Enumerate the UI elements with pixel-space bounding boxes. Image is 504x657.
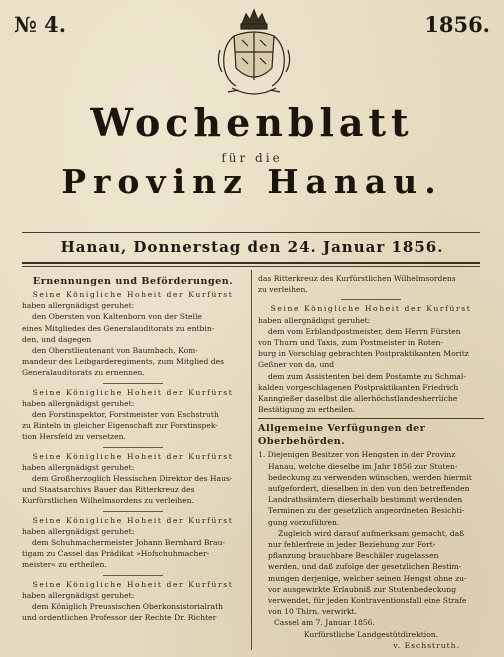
notice-line: meister« zu ertheilen.: [22, 560, 107, 570]
notice-line: den Forstinspektor, Forstmeister von Eschstruth: [32, 410, 219, 420]
notice-line: von Thurn und Taxis, zum Postmeister in Roten-: [258, 338, 443, 348]
section-heading-appointments: Ernennungen und Beförderungen.: [32, 276, 234, 287]
separator: [103, 447, 163, 448]
signoff-name: v. Eschstruth.: [393, 640, 460, 650]
ordinance-line: verwendet, für jeden Kontraventionsfall eine Strafe: [268, 596, 467, 606]
notice-line: dem Schuhmachermeister Johann Bernhard Brau-: [32, 538, 226, 548]
notice-block: [22, 387, 244, 443]
notice-line: mandeur des Leibgarderegiments, zum Mitglied des: [22, 357, 225, 367]
notice-line: haben allergnädigst geruhet:: [22, 590, 135, 600]
notice-line: Kanngießer daselbst die allerhöchstlandesherrliche: [258, 394, 458, 404]
ordinance-line: Hanau, welche dieselbe im Jahr 1856 zur Stuten-: [268, 461, 458, 471]
notice-line: tigam zu Cassel das Prädikat »Hofschuhmacher-: [22, 549, 210, 559]
notice-lead: Seine Königliche Hoheit der Kurfürst: [270, 304, 472, 314]
signoff-date: Cassel am 7. Januar 1856.: [274, 618, 375, 628]
notice-lead: Seine Königliche Hoheit der Kurfürst: [32, 579, 234, 589]
separator: [341, 299, 401, 300]
column-divider: [251, 270, 252, 650]
notice-line: Kurfürstlichen Wilhelmsordens zu verleihen.: [22, 496, 195, 506]
notice-block: [22, 289, 244, 379]
separator: [103, 575, 163, 576]
notice-line: tion Hersfeld zu versetzen.: [22, 432, 126, 442]
notice-block: [258, 303, 484, 415]
notice-block: [22, 579, 244, 624]
ordinance-line: aufgefordert, dieselben in den von den betreffenden: [268, 484, 470, 494]
notice-line: dem Königlich Preussischen Oberkonsistorialrath: [32, 602, 224, 612]
separator: [103, 511, 163, 512]
notice-lead: Seine Königliche Hoheit der Kurfürst: [32, 387, 234, 397]
notice-line: den Obersten von Kaltenborn von der Stelle: [32, 312, 202, 322]
ordinance-line: nur fehlerfreie in jeder Beziehung zur Fort-: [268, 540, 436, 550]
notice-lead: Seine Königliche Hoheit der Kurfürst: [32, 515, 234, 525]
issue-year: 1856.: [424, 12, 490, 37]
notice-line: burg in Vorschlag gebrachten Postpraktikanten Moritz: [258, 349, 469, 359]
notice-line: dem zum Assistenten bei dem Postamte zu Schmal-: [268, 371, 466, 381]
notice-line: eines Mitgliedes des Generalauditorats zu entbin-: [22, 323, 215, 333]
ordinance-line: Landrathsämtern dieserhalb bestimmt werdenden: [268, 495, 463, 505]
section-heading-ordinances: Allgemeine Verfügungen der Oberbehörden.: [258, 423, 426, 448]
divider-top: [22, 232, 480, 233]
newspaper-subtitle: Provinz Hanau.: [61, 162, 443, 201]
notice-line: und ordentlichen Professor der Rechte Dr. Richter: [22, 613, 217, 623]
coat-of-arms-icon: [212, 6, 296, 104]
ordinance-line: vor ausgewirkte Erlaubniß zur Stutenbedeckung: [268, 584, 457, 594]
notice-line: zu Rinteln in gleicher Eigenschaft zur Forstinspek-: [22, 421, 218, 431]
notice-block: [22, 451, 244, 507]
divider-bottom: [22, 262, 480, 264]
ordinance-line: von 10 Thlrn. verwirkt.: [268, 607, 358, 617]
notice-line: dem vom Erblandpostmeister, dem Herrn Fürsten: [268, 326, 461, 336]
ordinance-line: Zugleich wird darauf aufmerksam gemacht, daß: [278, 528, 465, 538]
notice-line: haben allergnädigst geruhet:: [22, 526, 135, 536]
right-column: [258, 273, 484, 651]
ordinance-line: pflanzung brauchbare Beschäler zugelassen: [268, 551, 439, 561]
separator: [103, 383, 163, 384]
notice-line: den Oberstlieutenant von Baumbach, Kom-: [32, 346, 198, 356]
ordinance-line: Terminen zu der gesetzlich angeordneten Besichti-: [268, 506, 465, 516]
title-connector: für die: [221, 151, 283, 165]
notice-line: zu verleihen.: [258, 285, 308, 295]
notice-line: Bestätigung zu ertheilen.: [258, 405, 356, 415]
ordinance-line: gung vorzuführen.: [268, 517, 340, 527]
notice-line: kalden vorgeschlagenen Postpraktikanten Friedrich: [258, 382, 459, 392]
ordinance-line: bedeckung zu verwenden wünschen, werden hiermit: [268, 472, 472, 482]
notice-line: Geßner von da, und: [258, 360, 335, 370]
notice-line: haben allergnädigst geruhet:: [258, 315, 371, 325]
ordinance-line: 1. Diejenigen Besitzer von Hengsten in der Provinz: [258, 450, 456, 460]
issue-number: № 4.: [14, 12, 67, 37]
notice-line: haben allergnädigst geruhet:: [22, 301, 135, 311]
ordinance-item: [258, 449, 484, 651]
notice-line: haben allergnädigst geruhet:: [22, 398, 135, 408]
notice-line: dem Großherzoglich Hessischen Direktor des Haus-: [32, 474, 233, 484]
notice-line: das Ritterkreuz des Kurfürstlichen Wilhelmsordens: [258, 274, 456, 283]
divider-bottom-thin: [22, 266, 480, 267]
section-divider: [258, 418, 484, 419]
ordinance-line: werden, und daß zufolge der gesetzlichen Bestim-: [268, 562, 462, 572]
left-column: [22, 273, 244, 623]
notice-line: haben allergnädigst geruhet:: [22, 462, 135, 472]
notice-lead: Seine Königliche Hoheit der Kurfürst: [32, 290, 234, 299]
signoff-authority: Kurfürstliche Landgestütdirektion.: [303, 629, 439, 639]
notice-line: und Staatsarchivs Bauer das Ritterkreuz des: [22, 485, 195, 495]
ordinance-line: mungen derjenige, welcher seinen Hengst ohne zu-: [268, 573, 467, 583]
notice-lead: Seine Königliche Hoheit der Kurfürst: [32, 451, 234, 461]
notice-line: Generalauditorats zu ernennen.: [22, 368, 145, 378]
dateline: Hanau, Donnerstag den 24. Januar 1856.: [60, 238, 444, 256]
notice-block: [22, 515, 244, 571]
newspaper-title: Wochenblatt: [90, 100, 414, 145]
notice-line: den, und dagegen: [22, 334, 92, 344]
